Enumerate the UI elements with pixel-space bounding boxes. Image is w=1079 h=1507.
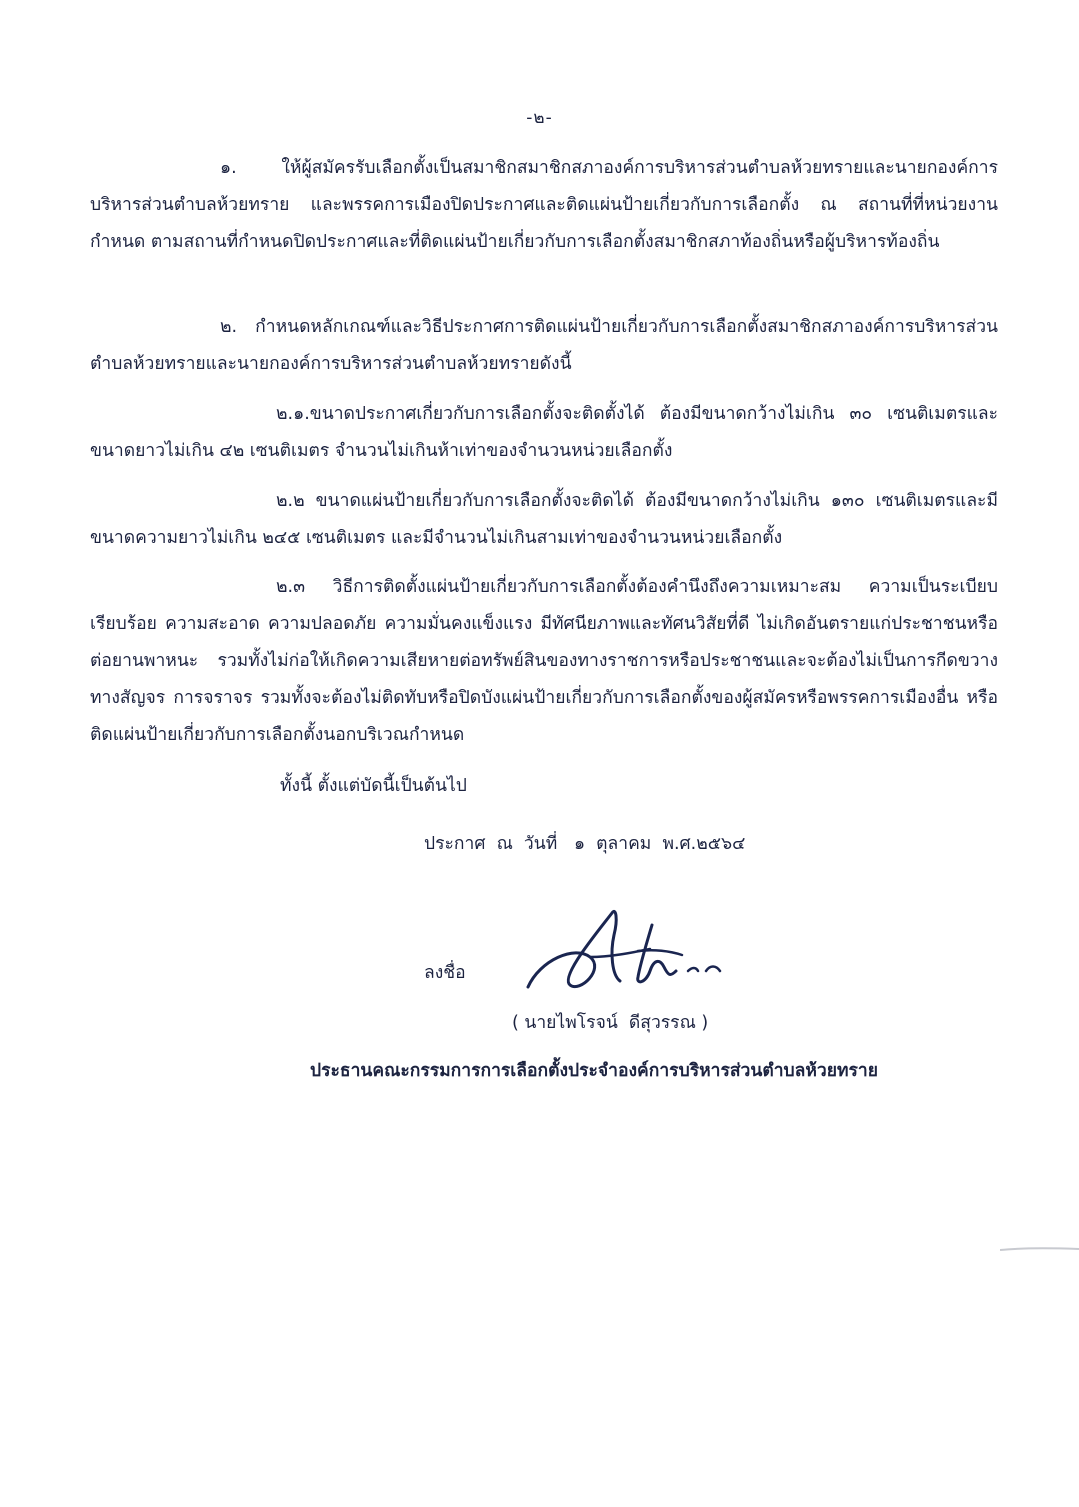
paragraph-2-2-text: ๒.๒ ขนาดแผ่นป้ายเกี่ยวกับการเลือกตั้งจะติดได้ ต้องมีขนาดกว้างไม่เกิน ๑๓๐ เซนติเมตรและมีขนาดความยาวไม่เกิน ๒๔๕ เซนติเมตร และมีจำนวนไม่เกินสามเท่าของจำนวนหน่วยเลือกตั้ง — [90, 491, 998, 548]
paragraph-1-text: ๑. ให้ผู้สมัครรับเลือกตั้งเป็นสมาชิกสมาชิกสภาองค์การบริหารส่วนตำบลห้วยทรายและนายกองค์การบริหารส่วนตำบลห้วยทราย และพรรคการเมืองปิดประกาศและติดแผ่นป้ายเกี่ยวกับการเลือกตั้ง ณ สถานที่ที่หน่วยงานกำหนด ตามสถานที่กำหนดปิดประกาศและที่ติดแผ่นป้ายเกี่ยวกับการเลือกตั้งสมาชิกสภาท้องถิ่นหรือผู้บริหารท้องถิ่น — [90, 158, 998, 252]
sign-label: ลงชื่อ — [424, 963, 466, 983]
paragraph-1 — [90, 150, 998, 261]
effective-statement: ทั้งนี้ ตั้งแต่บัดนี้เป็นต้นไป — [280, 776, 467, 796]
paragraph-2 — [90, 309, 998, 383]
scan-artifact-line — [1000, 1246, 1079, 1252]
signer-name: ( นายไพโรจน์ ดีสุวรรณ ) — [512, 1013, 709, 1033]
paragraph-2-1 — [90, 396, 998, 470]
handwritten-signature — [520, 905, 740, 1000]
signer-title: ประธานคณะกรรมการการเลือกตั้งประจำองค์การบริหารส่วนตำบลห้วยทราย — [310, 1061, 878, 1081]
paragraph-2-2 — [90, 483, 998, 557]
page-number: -๒- — [526, 108, 553, 128]
paragraph-2-3 — [90, 569, 998, 754]
paragraph-2-3-text: ๒.๓ วิธีการติดตั้งแผ่นป้ายเกี่ยวกับการเลือกตั้งต้องคำนึงถึงความเหมาะสม ความเป็นระเบียบเรียบร้อย ความสะอาด ความปลอดภัย ความมั่นคงแข็งแรง มีทัศนียภาพและทัศนวิสัยที่ดี ไม่เกิดอันตรายแก่ประชาชนหรือต่อยานพาหนะ รวมทั้งไม่ก่อให้เกิดความเสียหายต่อทรัพย์สินของทางราชการหรือประชาชนและจะต้องไม่เป็นการกีดขวางทางสัญจร การจราจร รวมทั้งจะต้องไม่ติดทับหรือปิดบังแผ่นป้ายเกี่ยวกับการเลือกตั้งของผู้สมัครหรือพรรคการเมืองอื่น หรือติดแผ่นป้ายเกี่ยวกับการเลือกตั้งนอกบริเวณกำหนด — [90, 577, 998, 745]
paragraph-2-text: ๒. กำหนดหลักเกณฑ์และวิธีประกาศการติดแผ่นป้ายเกี่ยวกับการเลือกตั้งสมาชิกสภาองค์การบริหารส่วนตำบลห้วยทรายและนายกองค์การบริหารส่วนตำบลห้วยทรายดังนี้ — [90, 317, 998, 374]
paragraph-2-1-text: ๒.๑.ขนาดประกาศเกี่ยวกับการเลือกตั้งจะติดตั้งได้ ต้องมีขนาดกว้างไม่เกิน ๓๐ เซนติเมตรและขนาดยาวไม่เกิน ๔๒ เซนติเมตร จำนวนไม่เกินห้าเท่าของจำนวนหน่วยเลือกตั้ง — [90, 404, 998, 461]
announce-date: ประกาศ ณ วันที่ ๑ ตุลาคม พ.ศ.๒๕๖๔ — [424, 834, 746, 854]
